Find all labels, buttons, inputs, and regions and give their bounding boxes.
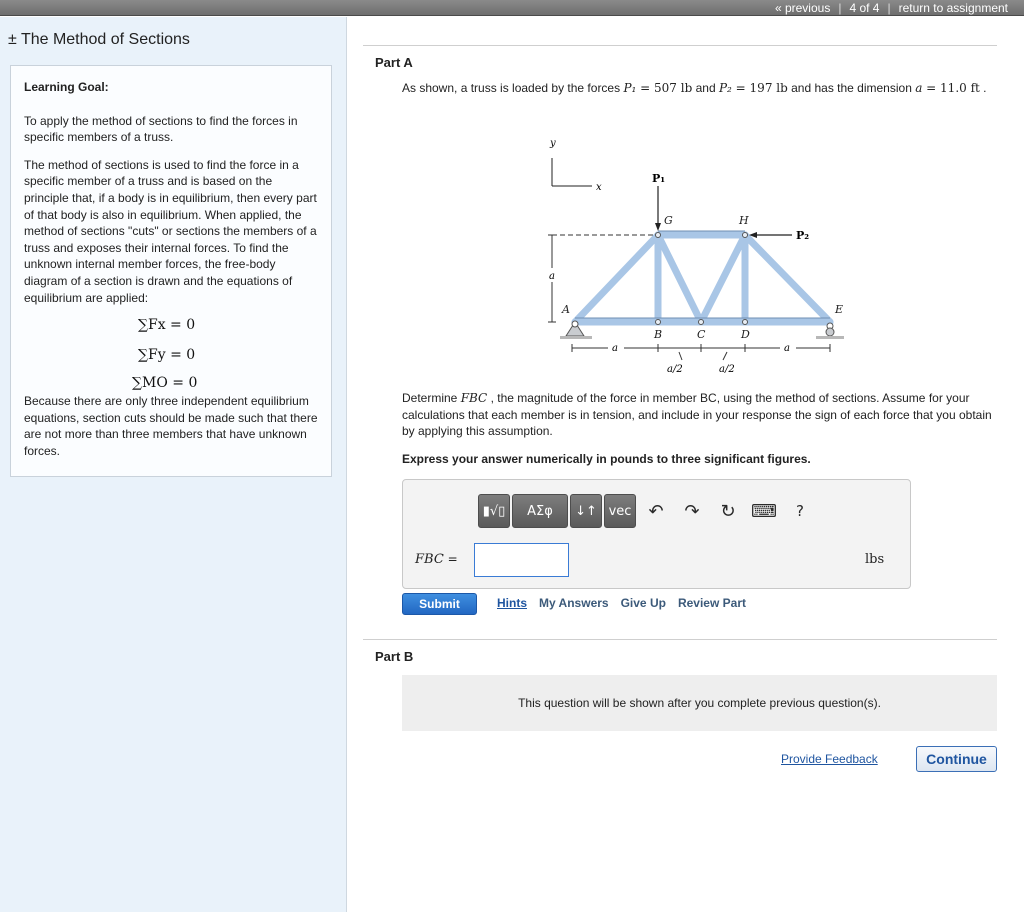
part-b-label: Part B — [375, 649, 414, 664]
ground-e — [816, 336, 844, 339]
dim-half-1-label: a/2 — [667, 364, 683, 375]
redo-icon[interactable]: ↷ — [684, 500, 700, 522]
hints-link[interactable]: Hints — [497, 596, 527, 610]
dim-half-2-label: a/2 — [719, 364, 735, 375]
reset-icon[interactable]: ↻ — [720, 500, 736, 522]
p2-value: = 197 lb — [731, 81, 788, 95]
give-up-link[interactable]: Give Up — [620, 596, 666, 610]
joint-c — [699, 320, 704, 325]
vector-button[interactable]: vec — [604, 494, 636, 528]
top-navigation-bar — [0, 0, 1024, 16]
label-b: B — [654, 328, 663, 341]
keyboard-icon[interactable]: ⌨ — [751, 500, 777, 522]
pin-a — [572, 321, 578, 327]
member-outlines — [575, 231, 830, 318]
left-sidebar — [0, 17, 347, 912]
p1-label: P₁ — [652, 172, 666, 185]
my-answers-link[interactable]: My Answers — [539, 596, 609, 610]
equals-sign: = — [443, 552, 458, 566]
arrows-button[interactable]: ↓↑ — [570, 494, 602, 528]
part-a-label: Part A — [375, 55, 413, 70]
previous-link[interactable]: « previous — [774, 1, 831, 15]
learning-goal-text: To apply the method of sections to find the forces in specific members of a truss. — [24, 113, 298, 145]
math-toolbar — [478, 494, 818, 528]
nav-separator: | — [887, 1, 891, 15]
joint-b — [656, 320, 661, 325]
horizontal-dimensions — [572, 344, 830, 360]
a-value: = 11.0 ft — [922, 81, 980, 95]
provide-feedback-link[interactable]: Provide Feedback — [781, 752, 878, 766]
question-position: 4 of 4 — [849, 1, 880, 15]
label-d: D — [741, 328, 750, 341]
member-ag — [575, 235, 658, 322]
undo-icon[interactable]: ↶ — [648, 500, 664, 522]
y-axis-label: y — [550, 138, 556, 149]
p2-label: P₂ — [796, 229, 810, 242]
submit-button[interactable]: Submit — [402, 593, 477, 615]
equation-sum-fy: ∑Fy = 0 — [138, 347, 196, 364]
determine-body: , the magnitude of the force in member BC, using the method of sections. Assume for your calculations that each member is in tension, and include in your response the sign of each force that you obtain by applying this assumption. — [402, 391, 992, 438]
problem-statement — [402, 80, 1002, 96]
member-he — [745, 235, 830, 322]
label-c: C — [697, 328, 706, 341]
dim-a-left-label: a — [612, 343, 618, 354]
answer-actions — [497, 596, 758, 610]
part-b-locked-message: This question will be shown after you complete previous question(s). — [402, 675, 997, 731]
label-h: H — [739, 214, 749, 227]
label-a: A — [562, 303, 570, 316]
dimension-text: and has the dimension — [787, 81, 916, 95]
dim-a-right-label: a — [784, 343, 790, 354]
a-symbol: a — [915, 81, 923, 95]
problem-title: ± The Method of Sections — [8, 31, 190, 48]
unit-label: lbs — [865, 552, 885, 567]
roller-e — [826, 328, 834, 336]
part-a-divider — [363, 45, 997, 46]
intro-text: As shown, a truss is loaded by the forces — [402, 81, 624, 95]
height-dim-label: a — [549, 271, 555, 282]
answer-panel — [402, 479, 911, 589]
joint-h — [743, 233, 748, 238]
fbc-symbol: FBC — [460, 391, 488, 405]
answer-instructions: Express your answer numerically in pounds to three significant figures. — [402, 452, 811, 466]
fbc-answer-input[interactable] — [474, 543, 569, 577]
joint-d — [743, 320, 748, 325]
learning-goal-box — [10, 65, 332, 477]
method-description: The method of sections is used to find the force in a specific member of a truss and is based on the principle that, if a body is in equilibrium, then every part of that body is also in equilibrium. When applied, the method of sections "cuts" or sections the members of a truss and exposes their internal forces. To find the unknown internal member forces, the free-body diagram of a section is drawn and the equations of equilibrium are applied: — [24, 157, 317, 305]
section-cut-note: Because there are only three independent equilibrium equations, section cuts should be made such that there are not more than three members that have unknown forces. — [24, 394, 318, 458]
templates-button[interactable]: ▮√▯ — [478, 494, 510, 528]
return-to-assignment-link[interactable]: return to assignment — [898, 1, 1008, 15]
leader-half-1 — [679, 352, 682, 360]
label-g: G — [664, 214, 673, 227]
joints — [656, 233, 748, 325]
p1-symbol: P₁ — [623, 81, 637, 95]
ground-a — [560, 336, 592, 339]
nav-separator: | — [838, 1, 842, 15]
statement-end: . — [979, 81, 987, 95]
continue-button[interactable]: Continue — [916, 746, 997, 772]
determine-lead: Determine — [402, 391, 461, 405]
truss-diagram — [530, 132, 850, 382]
joint-g — [656, 233, 661, 238]
top-nav-links — [775, 0, 1008, 16]
leader-half-2 — [723, 352, 727, 360]
part-b-divider — [363, 639, 997, 640]
member-ch — [701, 235, 745, 322]
answer-field-label — [415, 552, 458, 567]
equation-sum-mo: ∑MO = 0 — [132, 375, 198, 392]
review-part-link[interactable]: Review Part — [677, 596, 746, 610]
help-icon[interactable]: ? — [796, 502, 804, 520]
x-axis-label: x — [596, 182, 602, 193]
label-e: E — [835, 303, 844, 316]
learning-goal-heading: Learning Goal: — [24, 80, 109, 94]
question-text — [402, 390, 1002, 440]
force-p1-head — [655, 223, 661, 231]
truss-members — [575, 235, 830, 322]
p1-value: = 507 lb — [636, 81, 693, 95]
greek-letters-button[interactable]: ΑΣφ — [512, 494, 568, 528]
p2-symbol: P₂ — [718, 81, 732, 95]
member-gc — [658, 235, 701, 322]
equation-sum-fx: ∑Fx = 0 — [138, 317, 196, 334]
fbc-field-symbol: FBC — [415, 552, 444, 567]
and-text: and — [692, 81, 719, 95]
